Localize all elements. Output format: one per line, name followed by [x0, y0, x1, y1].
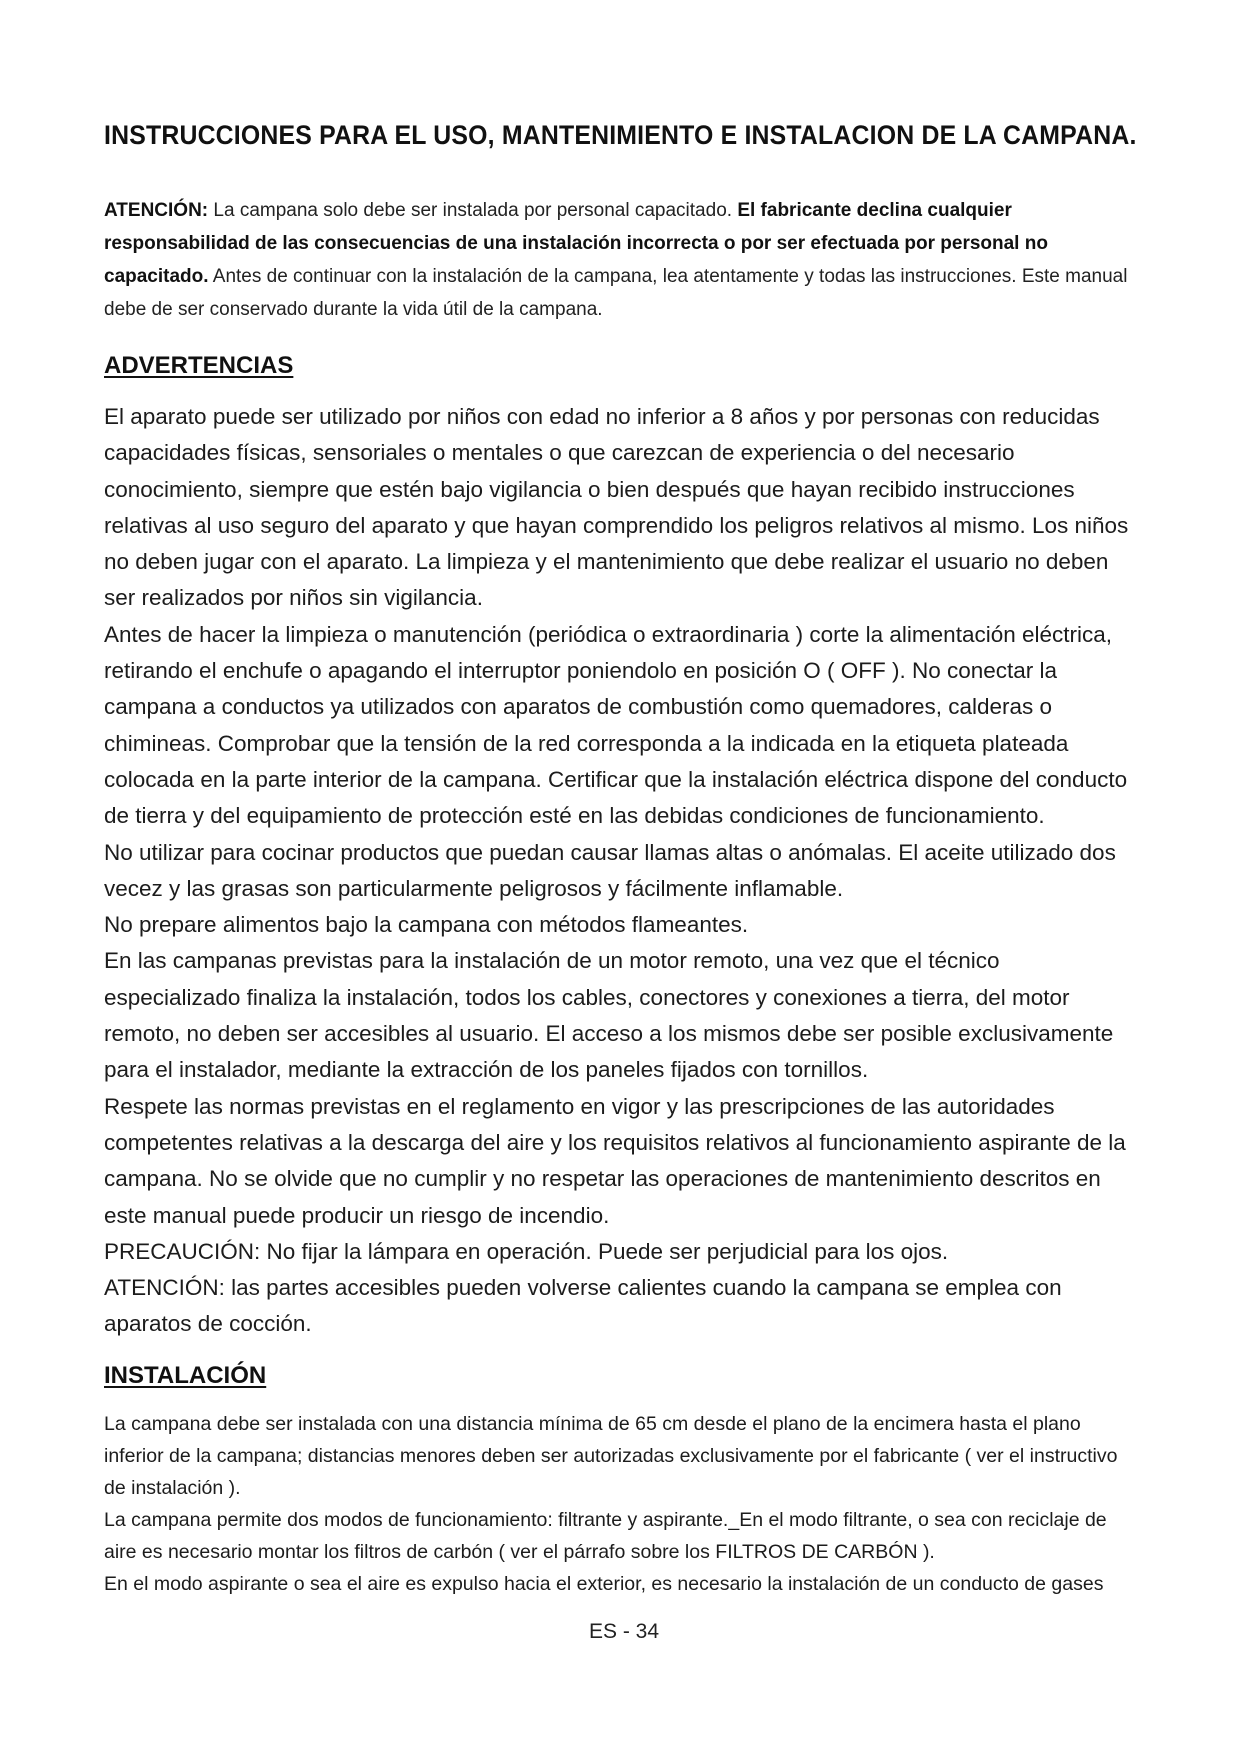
installation-paragraph: En el modo aspirante o sea el aire es expulso hacia el exterior, es necesario la instalación de un conducto de gases — [104, 1573, 1104, 1595]
attention-text-outro: Antes de continuar con la instalación de la campana, lea atentamente y todas las instrucciones. Este manual debe de ser conservado durante la vida útil de la campana. — [104, 266, 1128, 320]
document-title: INSTRUCCIONES PARA EL USO, MANTENIMIENTO E INSTALACION DE LA CAMPANA. — [104, 120, 1137, 150]
attention-notice — [104, 194, 1134, 326]
installation-heading: INSTALACIÓN — [104, 1362, 267, 1389]
attention-disclaimer: El fabricante declina cualquier responsabilidad de las consecuencias de una instalación incorrecta o por ser efectuada por personal no capacitado. — [104, 200, 1048, 287]
installation-section — [104, 1408, 1134, 1600]
warning-paragraph: No utilizar para cocinar productos que puedan causar llamas altas o anómalas. El aceite utilizado dos vecez y las grasas son particularmente peligrosos y fácilmente inflamable. — [104, 839, 1116, 901]
installation-paragraph: La campana debe ser instalada con una distancia mínima de 65 cm desde el plano de la encimera hasta el plano inferior de la campana; distancias menores deben ser autorizadas exclusivamente por el fabricante ( ver el instructivo de instalación ). — [104, 1413, 1118, 1499]
warning-paragraph: El aparato puede ser utilizado por niños con edad no inferior a 8 años y por personas con reducidas capacidades físicas, sensoriales o mentales o que carezcan de experiencia o del necesario conocimiento, siempre que estén bajo vigilancia o bien después que hayan recibido instrucciones relativas al uso seguro del aparato y que hayan comprendido los peligros relativos al mismo. Los niños no deben jugar con el aparato. La limpieza y el mantenimiento que debe realizar el usuario no deben ser realizados por niños sin vigilancia. — [104, 404, 1129, 611]
warnings-section — [104, 399, 1139, 1343]
warning-paragraph: No prepare alimentos bajo la campana con métodos flameantes. — [104, 912, 749, 938]
warnings-heading: ADVERTENCIAS — [104, 352, 294, 379]
installation-paragraph: La campana permite dos modos de funcionamiento: filtrante y aspirante._En el modo filtrante, o sea con reciclaje de aire es necesario montar los filtros de carbón ( ver el párrafo sobre los FILTROS DE CARBÓN ). — [104, 1509, 1107, 1563]
warning-paragraph: Antes de hacer la limpieza o manutención (periódica o extraordinaria ) corte la alimentación eléctrica, retirando el enchufe o apagando el interruptor poniendolo en posición O ( OFF ). No conectar la campana a conductos ya utilizados con aparatos de combustión como quemadores, calderas o chimineas. Comprobar que la tensión de la red corresponda a la indicada en la etiqueta plateada colocada en la parte interior de la campana. Certificar que la instalación eléctrica dispone del conducto de tierra y del equipamiento de protección esté en las debidas condiciones de funcionamiento. — [104, 621, 1128, 829]
warning-paragraph: PRECAUCIÓN: No fijar la lámpara en operación. Puede ser perjudicial para los ojos. — [104, 1238, 949, 1264]
page-number: ES - 34 — [588, 1620, 660, 1643]
warning-paragraph: ATENCIÓN: las partes accesibles pueden volverse calientes cuando la campana se emplea con aparatos de cocción. — [104, 1275, 1062, 1337]
warning-paragraph: En las campanas previstas para la instalación de un motor remoto, una vez que el técnico especializado finaliza la instalación, todos los cables, conectores y conexiones a tierra, del motor remoto, no deben ser accesibles al usuario. El acceso a los mismos debe ser posible exclusivamente para el instalador, mediante la extracción de los paneles fijados con tornillos. — [104, 948, 1114, 1083]
warning-paragraph: Respete las normas previstas en el reglamento en vigor y las prescripciones de las autoridades competentes relativas a la descarga del aire y los requisitos relativos al funcionamiento aspirante de la campana. No se olvide que no cumplir y no respetar las operaciones de mantenimiento descritos en este manual puede producir un riesgo de incendio. — [104, 1093, 1126, 1228]
attention-text-intro: La campana solo debe ser instalada por personal capacitado. — [208, 200, 738, 221]
attention-label: ATENCIÓN: — [104, 200, 209, 221]
